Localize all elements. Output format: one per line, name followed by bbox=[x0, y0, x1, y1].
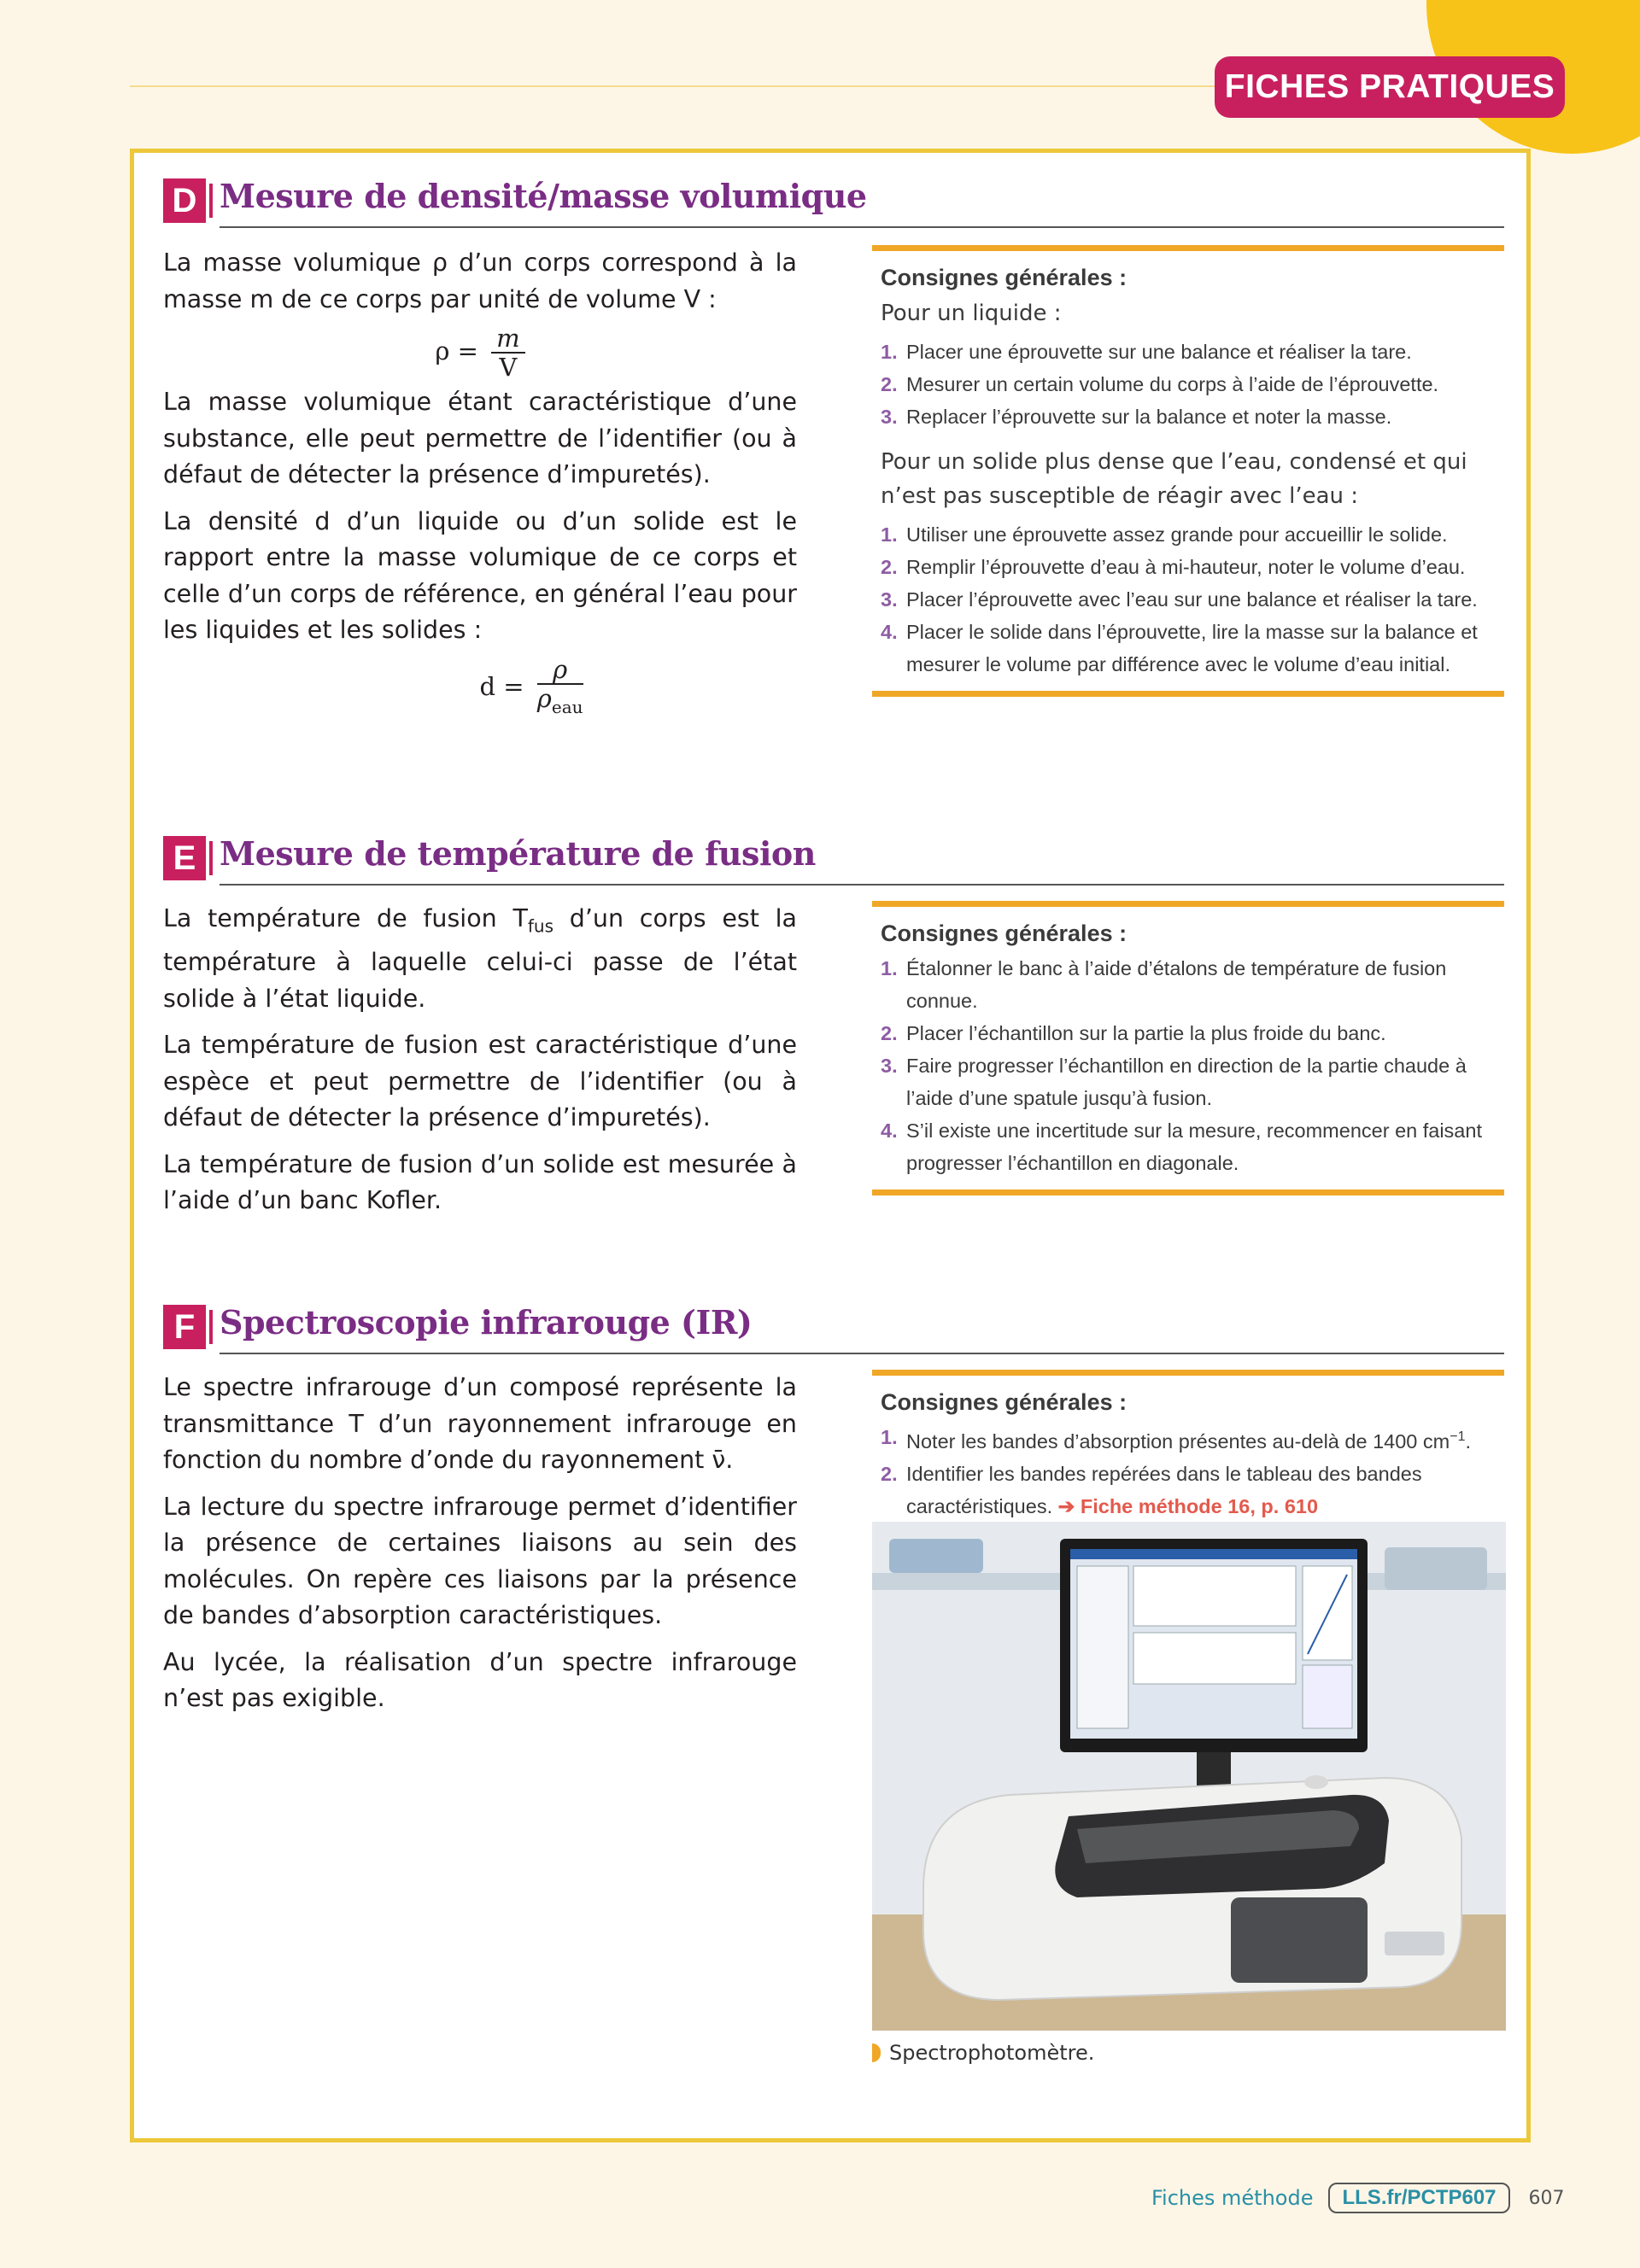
step-item: 4. Placer le solide dans l’éprouvette, lire la masse sur la balance et mesurer le volume par différence avec le volume d’eau initial. bbox=[881, 621, 1478, 675]
fusion-steps bbox=[881, 952, 1496, 1179]
content-frame bbox=[130, 149, 1531, 2142]
fraction-denominator: V bbox=[499, 353, 518, 382]
fraction-denominator bbox=[537, 685, 583, 721]
section-e-heading bbox=[163, 834, 1504, 886]
paragraph: La masse volumique étant caractéristique d’une substance, elle peut permettre de l’identifier (ou à défaut de détecter la présence d’impuretés). bbox=[163, 388, 797, 488]
header-rule bbox=[130, 85, 1215, 87]
title-rule bbox=[220, 1353, 1504, 1354]
paragraph: Au lycée, la réalisation d’un spectre infrarouge n’est pas exigible. bbox=[163, 1647, 797, 1712]
consignes-box-e bbox=[872, 901, 1504, 1195]
fraction-numerator: m bbox=[491, 324, 525, 354]
consignes-heading: Consignes générales : bbox=[881, 265, 1128, 290]
paragraph: La température de fusion $T_{fus}$ d’un corps est la température à laquelle celui-ci passe de l’état solide à l’état liquide. bbox=[163, 904, 798, 1013]
ir-steps bbox=[881, 1421, 1496, 1523]
step-item: 2. Remplir l’éprouvette d’eau à mi-hauteur, noter le volume d’eau. bbox=[881, 556, 1466, 578]
box-bottom-rule bbox=[872, 1190, 1504, 1195]
box-top-rule bbox=[872, 245, 1504, 251]
fraction bbox=[491, 324, 525, 381]
page-number: 607 bbox=[1528, 2187, 1565, 2209]
box-bottom-rule bbox=[872, 691, 1504, 697]
consignes-box-f bbox=[872, 1370, 1504, 1539]
section-title: Mesure de température de fusion bbox=[220, 834, 816, 873]
section-f-text bbox=[163, 1370, 797, 1727]
consignes-heading: Consignes générales : bbox=[881, 921, 1128, 946]
section-letter: E bbox=[163, 836, 206, 880]
step-item: 3. Faire progresser l’échantillon en direction de la partie chaude à l’aide d’une spatule jusqu’à fusion. bbox=[881, 1055, 1467, 1109]
fraction bbox=[537, 656, 583, 721]
step-item: 2. Identifier les bandes repérées dans le tableau des bandes caractéristiques. ➔ Fiche méthode 16, p. 610 bbox=[881, 1462, 1422, 1517]
spectrophotometer-photo bbox=[872, 1522, 1506, 2031]
header-badge: FICHES PRATIQUES bbox=[1215, 56, 1565, 118]
fraction-numerator: ρ bbox=[537, 656, 583, 685]
section-d-heading bbox=[163, 177, 1504, 228]
formula-lhs: d = bbox=[479, 671, 524, 701]
footer-link[interactable]: LLS.fr/PCTP607 bbox=[1328, 2183, 1509, 2213]
section-letter: D bbox=[163, 178, 206, 223]
paragraph: Le spectre infrarouge d’un composé représente la transmittance T d’un rayonnement infrarouge en fonction du nombre d’onde du rayonnement ν̄. bbox=[163, 1373, 797, 1474]
paragraph: La température de fusion est caractéristique d’une espèce et peut permettre de l’identifier (ou à défaut de détecter la présence d’impuretés). bbox=[163, 1031, 797, 1132]
box-top-rule bbox=[872, 1370, 1504, 1376]
box-top-rule bbox=[872, 901, 1504, 907]
paragraph: La lecture du spectre infrarouge permet d’identifier la présence de certaines liaisons au sein des molécules. On repère ces liaisons par la présence de bandes d’absorption caractéristiques. bbox=[163, 1492, 797, 1629]
step-item: 3. Placer l’éprouvette avec l’eau sur une balance et réaliser la tare. bbox=[881, 588, 1478, 611]
consignes-box-d bbox=[872, 245, 1504, 697]
subscript: eau bbox=[551, 696, 583, 717]
spectrophotometer-illustration bbox=[872, 1522, 1506, 2031]
caption-text: Spectrophotomètre. bbox=[889, 2041, 1095, 2065]
step-item: 4. S’il existe une incertitude sur la mesure, recommencer en faisant progresser l’échantillon en diagonale. bbox=[881, 1119, 1482, 1174]
section-title: Mesure de densité/masse volumique bbox=[220, 177, 867, 215]
paragraph: La masse volumique ρ d’un corps correspond à la masse m de ce corps par unité de volume V : bbox=[163, 248, 797, 313]
step-item: 1. Noter les bandes d’absorption présentes au-delà de 1400 $cm^{-1}$. bbox=[881, 1426, 1471, 1453]
title-rule bbox=[220, 884, 1504, 886]
fiche-methode-link[interactable]: ➔ Fiche méthode 16, p. 610 bbox=[1057, 1494, 1319, 1517]
consignes-heading: Consignes générales : bbox=[881, 1389, 1128, 1415]
paragraph: La densité d d’un liquide ou d’un solide est le rapport entre la masse volumique de ce corps et celle d’un corps de référence, en général l’eau pour les liquides et les solides : bbox=[163, 506, 797, 644]
liquid-heading: Pour un liquide : bbox=[881, 301, 1062, 326]
formula-lhs: ρ = bbox=[435, 336, 478, 365]
formula-rho bbox=[163, 324, 797, 381]
step-item: 1. Étalonner le banc à l’aide d’étalons de température de fusion connue. bbox=[881, 957, 1447, 1012]
caption-marker bbox=[872, 2043, 881, 2062]
solid-steps bbox=[881, 518, 1496, 681]
section-f-heading bbox=[163, 1303, 1504, 1354]
section-letter: F bbox=[163, 1305, 206, 1349]
step-item: 1. Utiliser une éprouvette assez grande pour accueillir le solide. bbox=[881, 523, 1448, 546]
paragraph: La température de fusion d’un solide est mesurée à l’aide d’un banc Kofler. bbox=[163, 1149, 797, 1215]
formula-density bbox=[266, 656, 797, 721]
section-title: Spectroscopie infrarouge (IR) bbox=[220, 1303, 753, 1342]
title-rule bbox=[220, 226, 1504, 228]
solid-heading: Pour un solide plus dense que l’eau, condensé et qui n’est pas susceptible de réagir avec l’eau : bbox=[881, 449, 1467, 509]
footer-label: Fiches méthode bbox=[1151, 2186, 1314, 2210]
section-e-text bbox=[163, 901, 797, 1230]
photo-caption bbox=[872, 2041, 1094, 2065]
step-item: 2. Placer l’échantillon sur la partie la plus froide du banc. bbox=[881, 1022, 1386, 1044]
step-item: 3. Replacer l’éprouvette sur la balance et noter la masse. bbox=[881, 406, 1392, 428]
step-item: 1. Placer une éprouvette sur une balance et réaliser la tare. bbox=[881, 341, 1412, 363]
section-d-text bbox=[163, 245, 797, 723]
rho-symbol: ρ bbox=[536, 683, 552, 713]
step-item: 2. Mesurer un certain volume du corps à l’aide de l’éprouvette. bbox=[881, 373, 1439, 395]
page-footer bbox=[1151, 2181, 1565, 2215]
liquid-steps bbox=[881, 336, 1496, 433]
